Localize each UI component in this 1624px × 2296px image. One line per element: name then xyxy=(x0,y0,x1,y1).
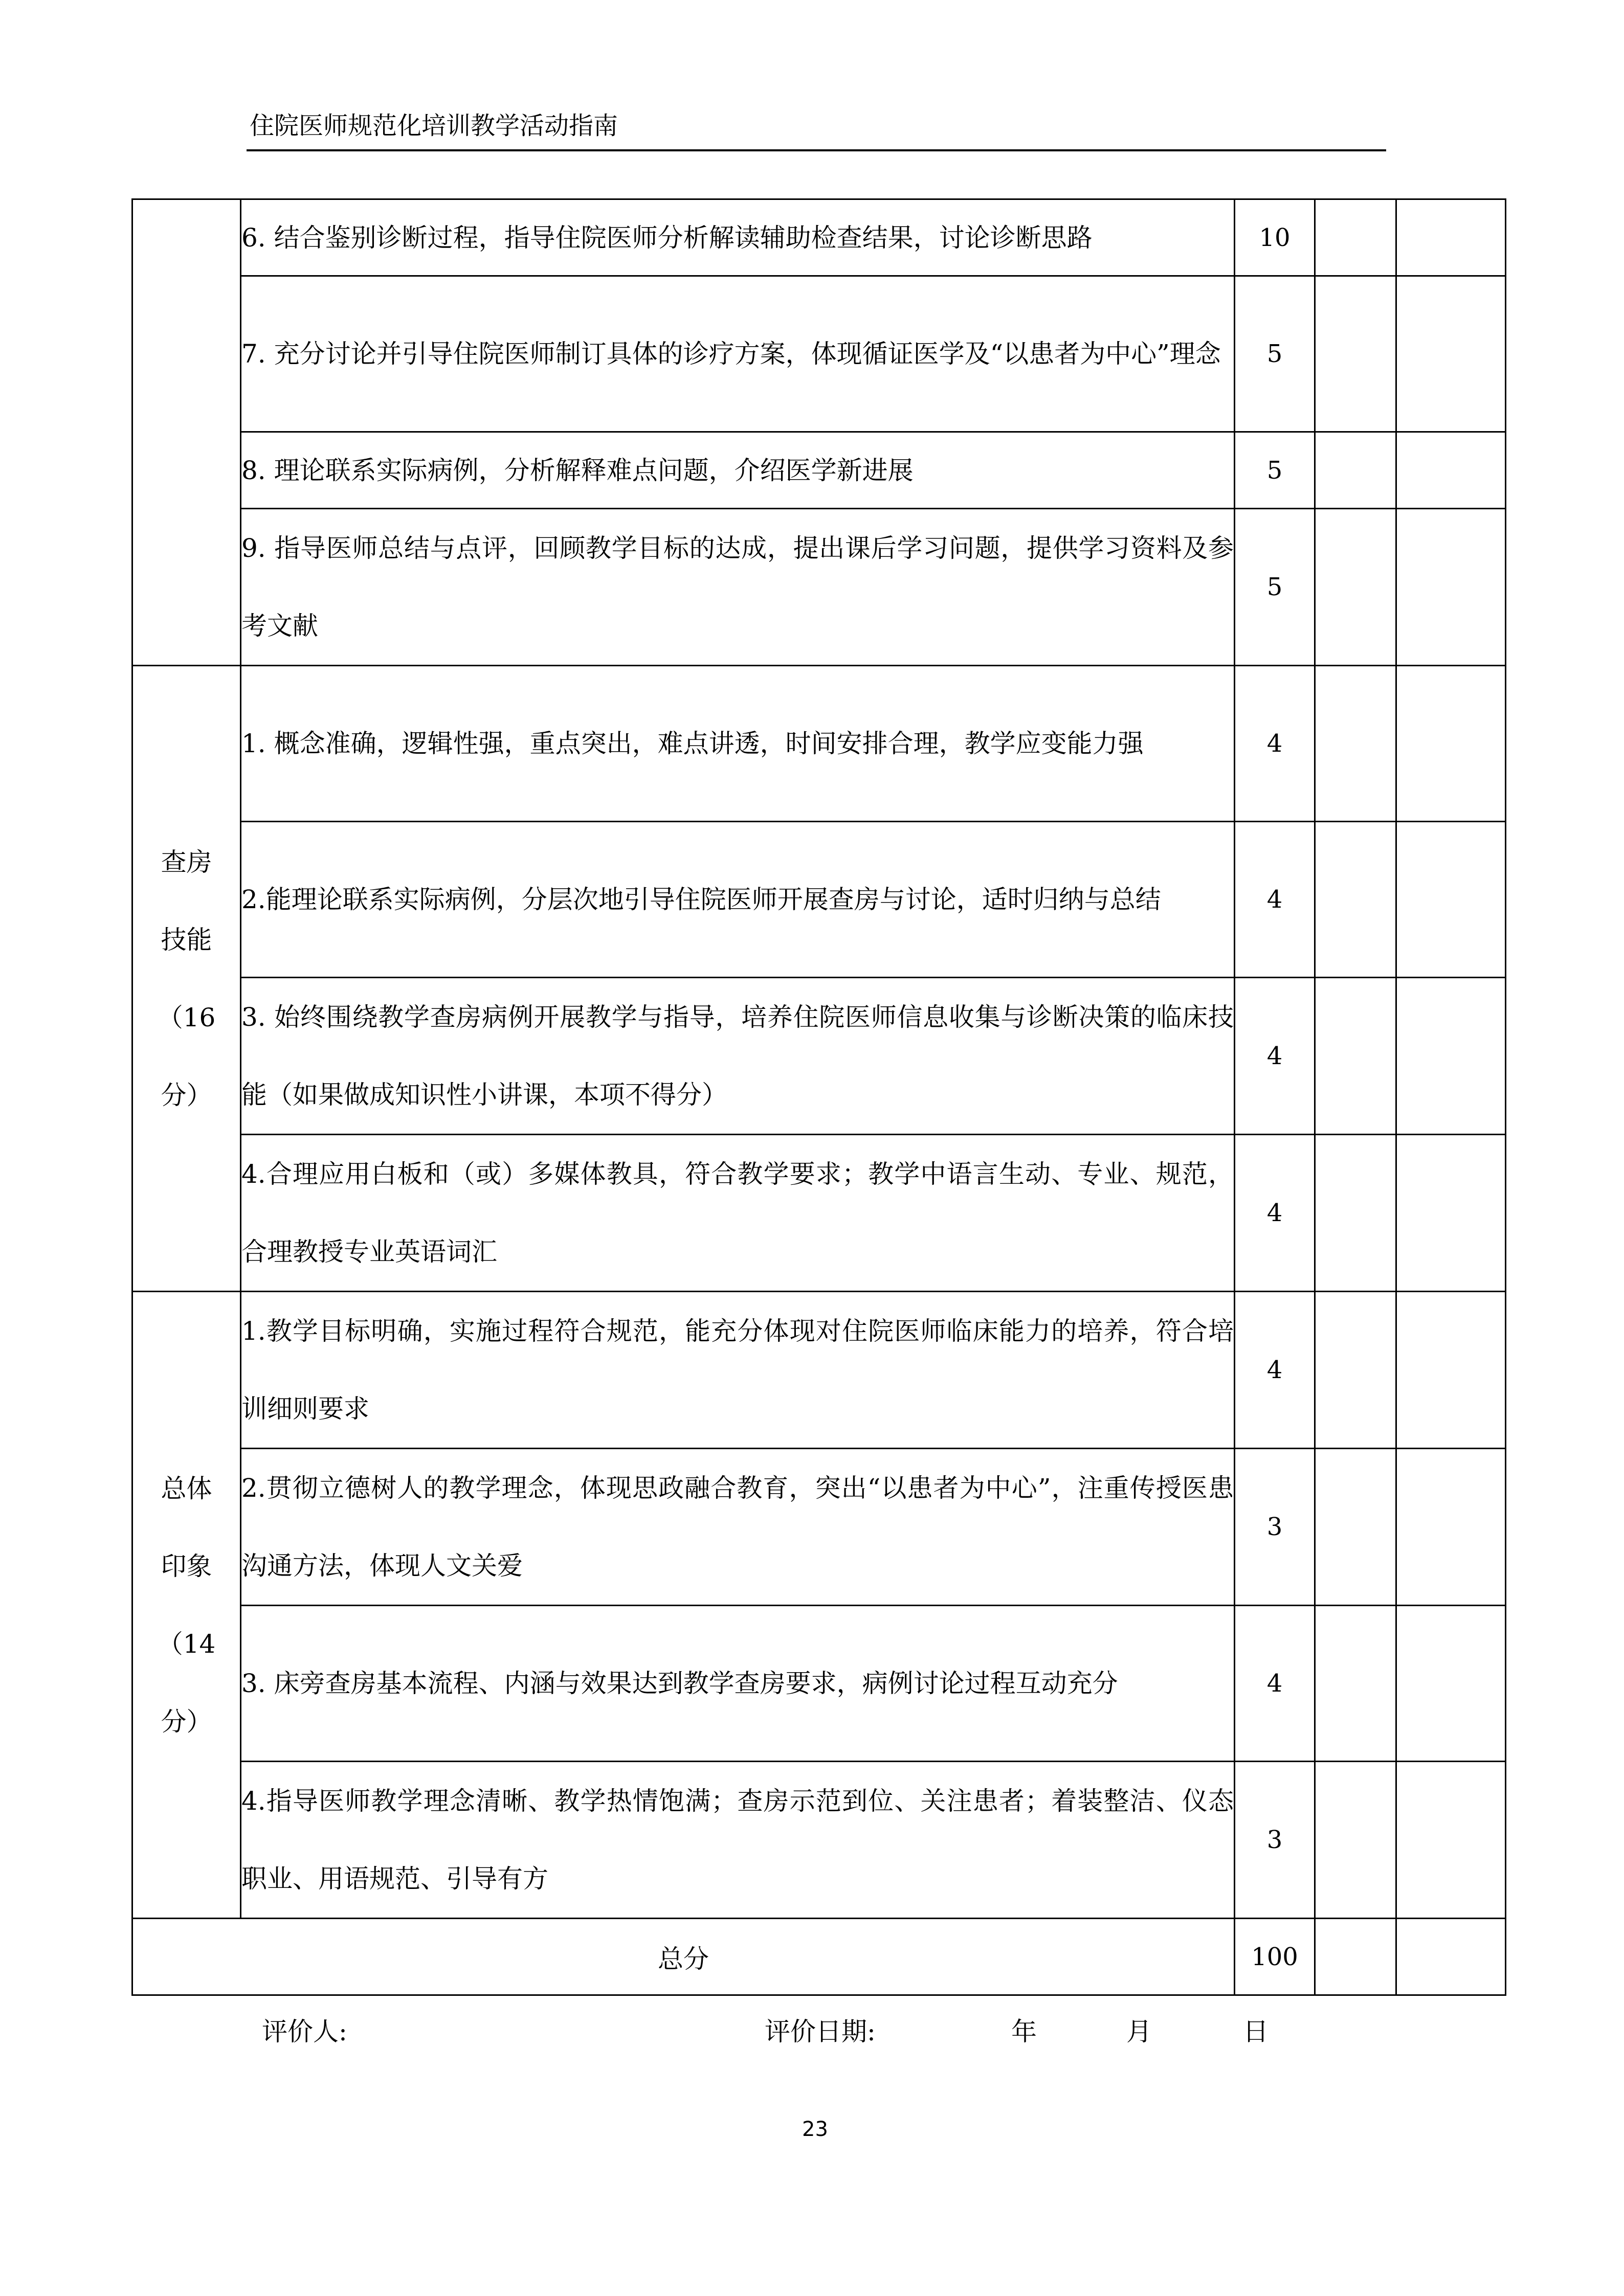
max-score: 4 xyxy=(1235,1606,1315,1762)
criterion-text: 2.能理论联系实际病例，分层次地引导住院医师开展查房与讨论，适时归纳与总结 xyxy=(241,822,1235,978)
remark-entry-cell[interactable] xyxy=(1396,666,1506,822)
score-entry-cell[interactable] xyxy=(1315,1762,1396,1919)
category-line: 总体 xyxy=(161,1473,212,1503)
date-year-label: 年 xyxy=(1011,2017,1037,2046)
max-score: 3 xyxy=(1235,1762,1315,1919)
score-entry-cell[interactable] xyxy=(1315,1292,1396,1449)
total-label: 总分 xyxy=(132,1919,1235,1995)
max-score: 10 xyxy=(1235,199,1315,276)
max-score: 5 xyxy=(1235,509,1315,666)
criterion-text: 6. 结合鉴别诊断过程，指导住院医师分析解读辅助检查结果，讨论诊断思路 xyxy=(241,199,1235,276)
remark-entry-cell[interactable] xyxy=(1396,822,1506,978)
evaluator-label: 评价人: xyxy=(262,2017,347,2046)
table-row xyxy=(132,1449,1506,1606)
category-line: 查房 xyxy=(161,847,212,877)
category-cell-overall-impression xyxy=(132,1292,241,1919)
remark-entry-cell[interactable] xyxy=(1396,1919,1506,1995)
date-month-label: 月 xyxy=(1126,2017,1152,2046)
score-entry-cell[interactable] xyxy=(1315,1449,1396,1606)
table-row xyxy=(132,276,1506,432)
remark-entry-cell[interactable] xyxy=(1396,199,1506,276)
remark-entry-cell[interactable] xyxy=(1396,1135,1506,1292)
score-entry-cell[interactable] xyxy=(1315,1135,1396,1292)
table-row xyxy=(132,1292,1506,1449)
criterion-text: 1. 概念准确，逻辑性强，重点突出，难点讲透，时间安排合理，教学应变能力强 xyxy=(241,666,1235,822)
date-day-label: 日 xyxy=(1243,2017,1269,2046)
score-entry-cell[interactable] xyxy=(1315,1919,1396,1995)
category-line: 印象 xyxy=(161,1551,212,1581)
remark-entry-cell[interactable] xyxy=(1396,1449,1506,1606)
score-entry-cell[interactable] xyxy=(1315,509,1396,666)
table-row xyxy=(132,1606,1506,1762)
category-line: （16 xyxy=(157,1002,216,1032)
criterion-text: 1.教学目标明确，实施过程符合规范，能充分体现对住院医师临床能力的培养，符合培训细则要求 xyxy=(241,1292,1235,1449)
remark-entry-cell[interactable] xyxy=(1396,509,1506,666)
max-score: 5 xyxy=(1235,432,1315,509)
max-score: 4 xyxy=(1235,666,1315,822)
total-score: 100 xyxy=(1235,1919,1315,1995)
table-row xyxy=(132,1762,1506,1919)
page-number: 23 xyxy=(802,2118,828,2141)
score-entry-cell[interactable] xyxy=(1315,822,1396,978)
table-row xyxy=(132,822,1506,978)
table-row xyxy=(132,666,1506,822)
score-entry-cell[interactable] xyxy=(1315,1606,1396,1762)
max-score: 4 xyxy=(1235,1135,1315,1292)
criterion-text: 9. 指导医师总结与点评，回顾教学目标的达成，提出课后学习问题，提供学习资料及参考文献 xyxy=(241,509,1235,666)
table-row xyxy=(132,199,1506,276)
max-score: 4 xyxy=(1235,1292,1315,1449)
criterion-text: 2.贯彻立德树人的教学理念，体现思政融合教育，突出“以患者为中心”，注重传授医患沟通方法，体现人文关爱 xyxy=(241,1449,1235,1606)
criterion-text: 3. 始终围绕教学查房病例开展教学与指导，培养住院医师信息收集与诊断决策的临床技能（如果做成知识性小讲课，本项不得分） xyxy=(241,978,1235,1135)
criterion-text: 8. 理论联系实际病例，分析解释难点问题，介绍医学新进展 xyxy=(241,432,1235,509)
score-entry-cell[interactable] xyxy=(1315,199,1396,276)
total-row xyxy=(132,1919,1506,1995)
score-entry-cell[interactable] xyxy=(1315,432,1396,509)
score-entry-cell[interactable] xyxy=(1315,978,1396,1135)
remark-entry-cell[interactable] xyxy=(1396,1762,1506,1919)
remark-entry-cell[interactable] xyxy=(1396,432,1506,509)
table-row xyxy=(132,978,1506,1135)
criterion-text: 4.指导医师教学理念清晰、教学热情饱满；查房示范到位、关注患者；着装整洁、仪态职业、用语规范、引导有方 xyxy=(241,1762,1235,1919)
header-rule xyxy=(247,149,1386,151)
evaluation-date-label: 评价日期: xyxy=(765,2017,876,2046)
score-entry-cell[interactable] xyxy=(1315,666,1396,822)
criterion-text: 3. 床旁查房基本流程、内涵与效果达到教学查房要求，病例讨论过程互动充分 xyxy=(241,1606,1235,1762)
table-row xyxy=(132,509,1506,666)
max-score: 3 xyxy=(1235,1449,1315,1606)
category-cell-rounds-skills xyxy=(132,666,241,1292)
score-entry-cell[interactable] xyxy=(1315,276,1396,432)
category-line: 分） xyxy=(161,1080,212,1110)
category-line: 分） xyxy=(161,1706,212,1737)
max-score: 4 xyxy=(1235,822,1315,978)
remark-entry-cell[interactable] xyxy=(1396,276,1506,432)
max-score: 4 xyxy=(1235,978,1315,1135)
category-cell-empty xyxy=(132,199,241,666)
criterion-text: 7. 充分讨论并引导住院医师制订具体的诊疗方案，体现循证医学及“以患者为中心”理念 xyxy=(241,276,1235,432)
table-row xyxy=(132,432,1506,509)
remark-entry-cell[interactable] xyxy=(1396,1606,1506,1762)
table-row xyxy=(132,1135,1506,1292)
criterion-text: 4.合理应用白板和（或）多媒体教具，符合教学要求；教学中语言生动、专业、规范，合理教授专业英语词汇 xyxy=(241,1135,1235,1292)
category-line: 技能 xyxy=(161,925,212,955)
remark-entry-cell[interactable] xyxy=(1396,978,1506,1135)
remark-entry-cell[interactable] xyxy=(1396,1292,1506,1449)
evaluation-table xyxy=(131,198,1506,1996)
category-line: （14 xyxy=(157,1629,216,1659)
max-score: 5 xyxy=(1235,276,1315,432)
page-header-title: 住院医师规范化培训教学活动指南 xyxy=(250,111,618,140)
